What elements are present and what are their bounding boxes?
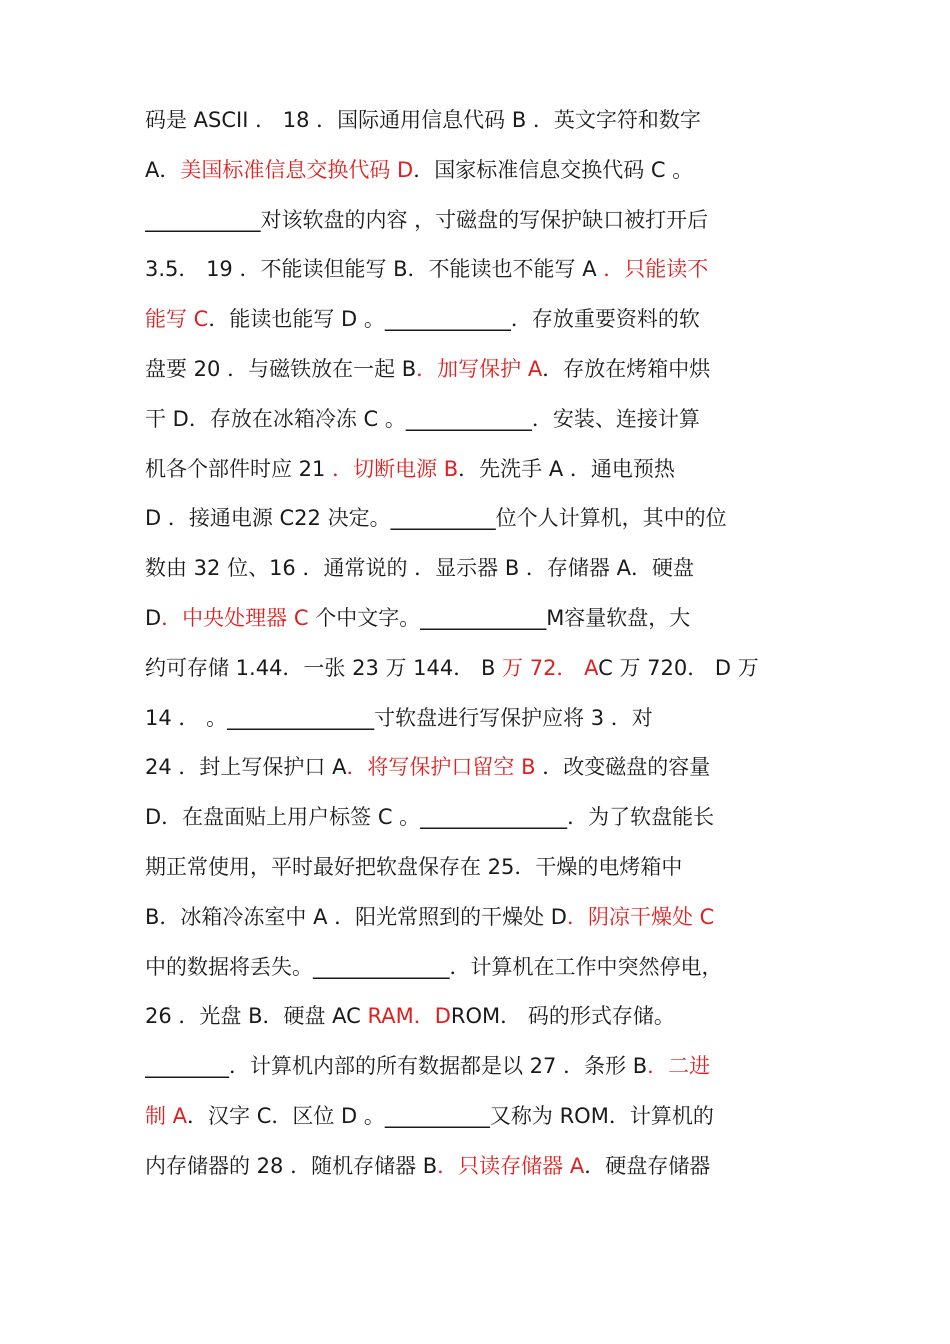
answer-highlight: 制 A [145,1104,188,1128]
text-segment: ．存放在烤箱中烘 [542,357,711,381]
answer-highlight: ．阴凉干燥处 C [566,905,715,929]
answer-highlight: ．切断电源 B [332,457,459,481]
answer-highlight: ．将写保护口留空 B [346,755,536,779]
text-segment: 数由 32 位、16 ．通常说的 ．显示器 B ．存储器 A．硬盘 [145,556,694,580]
text-line [145,1096,810,1136]
text-line [145,947,810,987]
text-line [145,797,810,837]
text-line [145,698,810,738]
text-segment: D [145,606,162,630]
text-segment: ．先洗手 A ．通电预热 [458,457,675,481]
text-segment: 机各个部件时应 21 [145,457,333,481]
text-line [145,150,810,190]
text-line [145,299,810,339]
text-line [145,249,810,289]
text-line [145,349,810,389]
text-segment: 约可存储 1.44．一张 23 万 144． B [145,656,503,680]
text-segment: 干 D．存放在冰箱冷冻 C 。____________．安装、连接计算 [145,407,700,431]
text-segment: 码是 ASCII ． 18 ．国际通用信息代码 B ．英文字符和数字 [145,108,701,132]
text-segment: ．硬盘存储器 [584,1154,711,1178]
text-line [145,847,810,887]
text-line [145,1046,810,1086]
text-line [145,548,810,588]
text-line [145,598,810,638]
text-segment: A． [145,158,181,182]
answer-highlight: ．中央处理器 C [161,606,309,630]
text-segment: ___________对该软盘的内容 ，寸磁盘的写保护缺口被打开后 [145,208,709,232]
text-segment: 个中文字。____________M容量软盘，大 [308,606,691,630]
text-line [145,996,810,1036]
text-segment: B．冰箱冷冻室中 A ．阳光常照到的干燥处 D [145,905,567,929]
answer-highlight: ．加写保护 A [416,357,543,381]
text-line [145,747,810,787]
text-line [145,498,810,538]
text-line [145,648,810,688]
text-segment: ．能读也能写 D 。____________．存放重要资料的软 [208,307,700,331]
text-segment: 3.5． 19 ．不能读但能写 B．不能读也不能写 A [145,257,604,281]
text-line [145,449,810,489]
text-segment: ROM． 码的形式存储。 [450,1004,675,1028]
text-line [145,897,810,937]
text-line [145,1146,810,1186]
answer-highlight: 能写 C [145,307,209,331]
text-segment: 24 ．封上写保护口 A [145,755,347,779]
answer-highlight: 美国标准信息交换代码 D [180,158,414,182]
text-segment: ________．计算机内部的所有数据都是以 27 ．条形 B [145,1054,648,1078]
text-segment: 盘要 20 ．与磁铁放在一起 B [145,357,417,381]
text-segment: 期正常使用，平时最好把软盘保存在 25．干燥的电烤箱中 [145,855,683,879]
text-segment: ．汉字 C．区位 D 。__________又称为 ROM．计算机的 [187,1104,714,1128]
text-segment: D ．接通电源 C22 决定。__________位个人计算机，其中的位 [145,506,727,530]
text-segment: 中的数据将丢失。_____________．计算机在工作中突然停电， [145,955,723,979]
text-segment: ．国家标准信息交换代码 C 。 [413,158,694,182]
text-segment: 26 ．光盘 B．硬盘 AC [145,1004,368,1028]
answer-highlight: ．只读存储器 A [437,1154,585,1178]
answer-highlight: RAM．D [367,1004,451,1028]
text-segment: C 万 720． D 万 [598,656,759,680]
text-line [145,200,810,240]
text-line [145,100,810,140]
answer-highlight: ．二进 [647,1054,711,1078]
text-segment: D．在盘面贴上用户标签 C 。______________．为了软盘能长 [145,805,715,829]
text-segment: 内存储器的 28 ．随机存储器 B [145,1154,438,1178]
text-segment: 14 ． 。______________寸软盘进行写保护应将 3 ．对 [145,706,653,730]
answer-highlight: ．只能读不 [603,257,709,281]
text-line [145,399,810,439]
answer-highlight: 万 72． A [502,656,599,680]
text-segment: ．改变磁盘的容量 [535,755,711,779]
